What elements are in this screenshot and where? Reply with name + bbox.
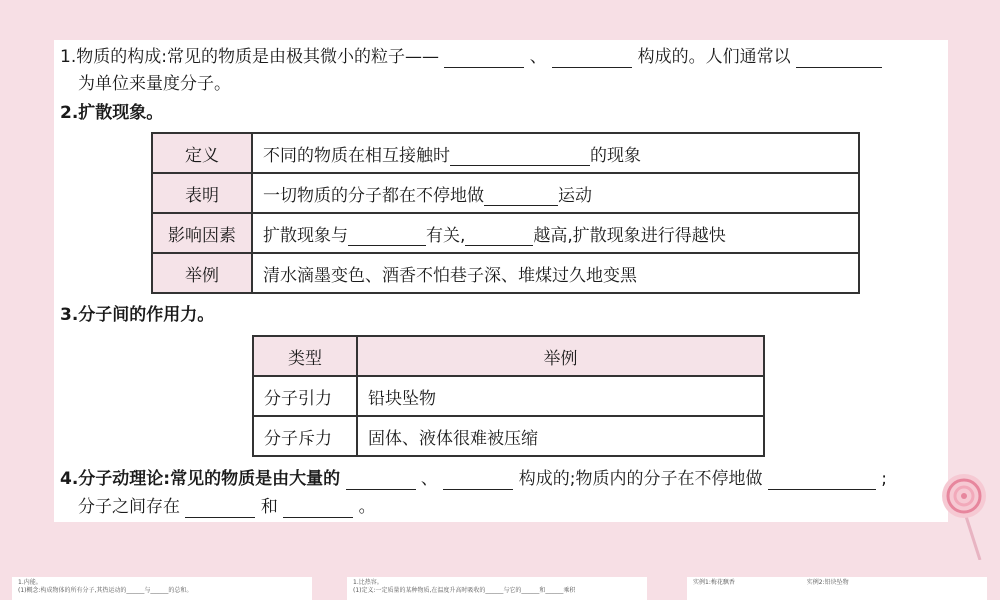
blank-factor bbox=[348, 227, 426, 246]
row-key: 分子引力 bbox=[253, 376, 357, 416]
blank-particle-4 bbox=[443, 471, 513, 490]
table-row bbox=[152, 213, 859, 253]
col-header-example: 举例 bbox=[357, 336, 764, 376]
col-header-type: 类型 bbox=[253, 336, 357, 376]
document-slide bbox=[54, 40, 948, 522]
item3-heading: 3.分子间的作用力。 bbox=[60, 305, 215, 325]
item2-heading: 2.扩散现象。 bbox=[60, 103, 164, 123]
table-row bbox=[152, 253, 859, 293]
slide-thumbnail-1[interactable]: 1.内能。 (1)概念:构成物体的所有分子,其热运动的______与______的总和。 bbox=[12, 577, 312, 600]
table-row bbox=[152, 133, 859, 173]
item1-text-a: 1.物质的构成:常见的物质是由极其微小的粒子—— bbox=[60, 47, 439, 67]
blank-motion bbox=[484, 187, 558, 206]
item1-text-b: 构成的。人们通常以 bbox=[637, 47, 791, 67]
lollipop-decoration-icon bbox=[940, 470, 996, 560]
row-key: 影响因素 bbox=[152, 213, 252, 253]
diffusion-table bbox=[151, 132, 860, 294]
item1-sep: 、 bbox=[529, 47, 547, 67]
blank-particle-1 bbox=[444, 49, 524, 68]
row-value: 一切物质的分子都在不停地做 运动 bbox=[252, 173, 859, 213]
row-value: 清水滴墨变色、酒香不怕巷子深、堆煤过久地变黑 bbox=[252, 253, 859, 293]
blank-force-2 bbox=[283, 499, 353, 518]
blank-unit bbox=[796, 49, 882, 68]
table-row bbox=[152, 173, 859, 213]
row-value: 扩散现象与 有关, 越高,扩散现象进行得越快 bbox=[252, 213, 859, 253]
item1-line1 bbox=[60, 46, 882, 68]
row-key: 分子斥力 bbox=[253, 416, 357, 456]
item4-line2: 分子之间存在 和 。 bbox=[78, 497, 376, 517]
blank-motion-2 bbox=[768, 471, 876, 490]
table-header-row bbox=[253, 336, 764, 376]
row-key: 定义 bbox=[152, 133, 252, 173]
slide-thumbnail-2[interactable]: 1.比热容。 (1)定义:一定质量的某种物质,在温度升高时吸收的______与它的______和______乘积 bbox=[347, 577, 647, 600]
row-value: 固体、液体很难被压缩 bbox=[357, 416, 764, 456]
row-value: 不同的物质在相互接触时 的现象 bbox=[252, 133, 859, 173]
blank-particle-3 bbox=[346, 471, 416, 490]
table-row bbox=[253, 416, 764, 456]
row-value: 铅块坠物 bbox=[357, 376, 764, 416]
blank-particle-2 bbox=[552, 49, 632, 68]
blank-factor-2 bbox=[465, 227, 533, 246]
table-row bbox=[253, 376, 764, 416]
blank-force-1 bbox=[185, 499, 255, 518]
item1-line2: 为单位来量度分子。 bbox=[78, 74, 231, 94]
blank-definition bbox=[450, 147, 590, 166]
force-table bbox=[252, 335, 765, 457]
slide-thumbnail-3[interactable]: 实例1:梅花飘香 实例2:铅块坠物 bbox=[687, 577, 987, 600]
row-key: 举例 bbox=[152, 253, 252, 293]
item4-line1: 4.分子动理论:常见的物质是由大量的 、 构成的;物质内的分子在不停地做 ; bbox=[60, 469, 887, 489]
row-key: 表明 bbox=[152, 173, 252, 213]
